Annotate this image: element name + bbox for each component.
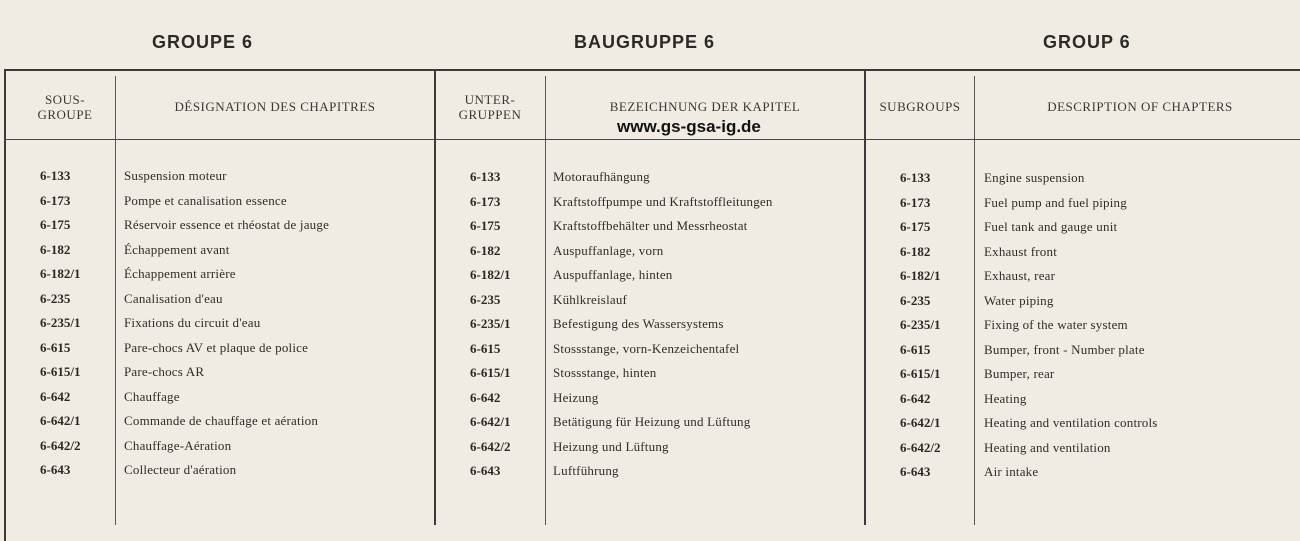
de-code: 6-615 xyxy=(470,340,501,356)
fr-description: Échappement avant xyxy=(124,241,230,257)
de-code: 6-642 xyxy=(470,389,501,405)
en-code: 6-235 xyxy=(900,292,931,308)
fr-description: Pare-chocs AR xyxy=(124,364,205,379)
de-description: Kraftstoffbehälter und Messrheostat xyxy=(553,218,748,233)
de-code: 6-642/2 xyxy=(470,438,511,454)
en-description: Fixing of the water system xyxy=(984,317,1128,332)
column-header-bezeichnung: BEZEICHNUNG DER KAPITEL xyxy=(609,99,801,114)
fr-code: 6-615 xyxy=(40,339,71,355)
de-code: 6-182 xyxy=(470,242,501,258)
table-row xyxy=(0,438,1300,462)
column-header-description: DESCRIPTION OF CHAPTERS xyxy=(1047,99,1233,114)
en-code: 6-642 xyxy=(900,390,931,406)
en-code: 6-615 xyxy=(900,341,931,357)
de-description: Heizung und Lüftung xyxy=(553,438,669,454)
en-description: Bumper, front - Number plate xyxy=(984,341,1145,357)
fr-code: 6-235/1 xyxy=(40,315,81,330)
de-code: 6-235 xyxy=(470,291,501,307)
de-code: 6-615/1 xyxy=(470,365,511,380)
table-row xyxy=(0,242,1300,266)
fr-description: Suspension moteur xyxy=(124,168,227,183)
en-code: 6-643 xyxy=(900,464,931,479)
fr-code: 6-133 xyxy=(40,168,71,183)
fr-description: Commande de chauffage et aération xyxy=(124,413,319,428)
en-code: 6-642/1 xyxy=(900,415,941,430)
table-row xyxy=(0,364,1300,388)
fr-code: 6-643 xyxy=(40,462,71,477)
table-row xyxy=(0,389,1300,413)
en-description: Water piping xyxy=(984,292,1054,308)
fr-code: 6-615/1 xyxy=(40,364,81,379)
header-separator xyxy=(4,139,1300,140)
en-description: Fuel tank and gauge unit xyxy=(984,219,1118,234)
fr-description: Collecteur d'aération xyxy=(124,462,237,477)
de-description: Auspuffanlage, hinten xyxy=(553,267,673,282)
fr-description: Fixations du circuit d'eau xyxy=(124,315,261,330)
en-description: Heating and ventilation xyxy=(984,439,1111,455)
en-code: 6-615/1 xyxy=(900,366,941,381)
fr-description: Pompe et canalisation essence xyxy=(124,192,287,208)
en-description: Exhaust, rear xyxy=(984,268,1056,283)
en-code: 6-182 xyxy=(900,243,931,259)
fr-code: 6-173 xyxy=(40,192,71,208)
en-description: Exhaust front xyxy=(984,243,1058,259)
column-header-untergruppen: UNTER- GRUPPEN xyxy=(458,92,522,122)
table-row xyxy=(0,217,1300,241)
en-code: 6-173 xyxy=(900,194,931,210)
fr-code: 6-642/1 xyxy=(40,413,81,428)
de-description: Betätigung für Heizung und Lüftung xyxy=(553,414,751,429)
fr-description: Chauffage xyxy=(124,388,180,404)
en-code: 6-182/1 xyxy=(900,268,941,283)
de-code: 6-642/1 xyxy=(470,414,511,429)
de-description: Motoraufhängung xyxy=(553,169,650,184)
table-row xyxy=(0,266,1300,290)
column-header-designation: DÉSIGNATION DES CHAPITRES xyxy=(174,99,376,114)
fr-description: Réservoir essence et rhéostat de jauge xyxy=(124,217,330,232)
fr-code: 6-235 xyxy=(40,290,71,306)
column-header-sous-groupe: SOUS- GROUPE xyxy=(37,92,93,122)
en-description: Heating and ventilation controls xyxy=(984,415,1158,430)
de-code: 6-643 xyxy=(470,463,501,478)
de-code: 6-173 xyxy=(470,193,501,209)
en-description: Heating xyxy=(984,390,1027,406)
en-code: 6-235/1 xyxy=(900,317,941,332)
fr-description: Canalisation d'eau xyxy=(124,290,223,306)
heading-french: GROUPE 6 xyxy=(152,32,254,52)
table-row xyxy=(0,340,1300,364)
en-code: 6-175 xyxy=(900,219,931,234)
de-description: Stossstange, hinten xyxy=(553,365,657,380)
table-row xyxy=(0,413,1300,437)
de-description: Luftführung xyxy=(553,463,619,478)
fr-description: Échappement arrière xyxy=(124,266,236,281)
fr-description: Chauffage-Aération xyxy=(124,437,232,453)
en-description: Engine suspension xyxy=(984,170,1085,185)
en-description: Air intake xyxy=(984,464,1039,479)
de-description: Befestigung des Wassersystems xyxy=(553,316,724,331)
column-header-subgroups: SUBGROUPS xyxy=(879,99,961,114)
de-description: Kraftstoffpumpe und Kraftstoffleitungen xyxy=(553,193,773,209)
heading-english: GROUP 6 xyxy=(1043,32,1131,52)
fr-code: 6-175 xyxy=(40,217,71,232)
table-row xyxy=(0,168,1300,192)
watermark-url: www.gs-gsa-ig.de xyxy=(617,117,761,136)
de-description: Auspuffanlage, vorn xyxy=(553,242,664,258)
de-code: 6-235/1 xyxy=(470,316,511,331)
de-code: 6-133 xyxy=(470,169,501,184)
de-description: Heizung xyxy=(553,389,599,405)
en-description: Fuel pump and fuel piping xyxy=(984,194,1127,210)
de-description: Stossstange, vorn-Kenzeichentafel xyxy=(553,340,740,356)
table-row xyxy=(0,291,1300,315)
heading-german: BAUGRUPPE 6 xyxy=(574,32,716,52)
en-code: 6-642/2 xyxy=(900,439,941,455)
fr-code: 6-182 xyxy=(40,241,71,257)
de-code: 6-175 xyxy=(470,218,501,233)
fr-description: Pare-chocs AV et plaque de police xyxy=(124,339,309,355)
fr-code: 6-642/2 xyxy=(40,437,81,453)
fr-code: 6-642 xyxy=(40,388,71,404)
table-row xyxy=(0,315,1300,339)
fr-code: 6-182/1 xyxy=(40,266,81,281)
de-description: Kühlkreislauf xyxy=(553,291,628,307)
de-code: 6-182/1 xyxy=(470,267,511,282)
table-row xyxy=(0,193,1300,217)
en-description: Bumper, rear xyxy=(984,366,1055,381)
en-code: 6-133 xyxy=(900,170,931,185)
table-row xyxy=(0,462,1300,486)
